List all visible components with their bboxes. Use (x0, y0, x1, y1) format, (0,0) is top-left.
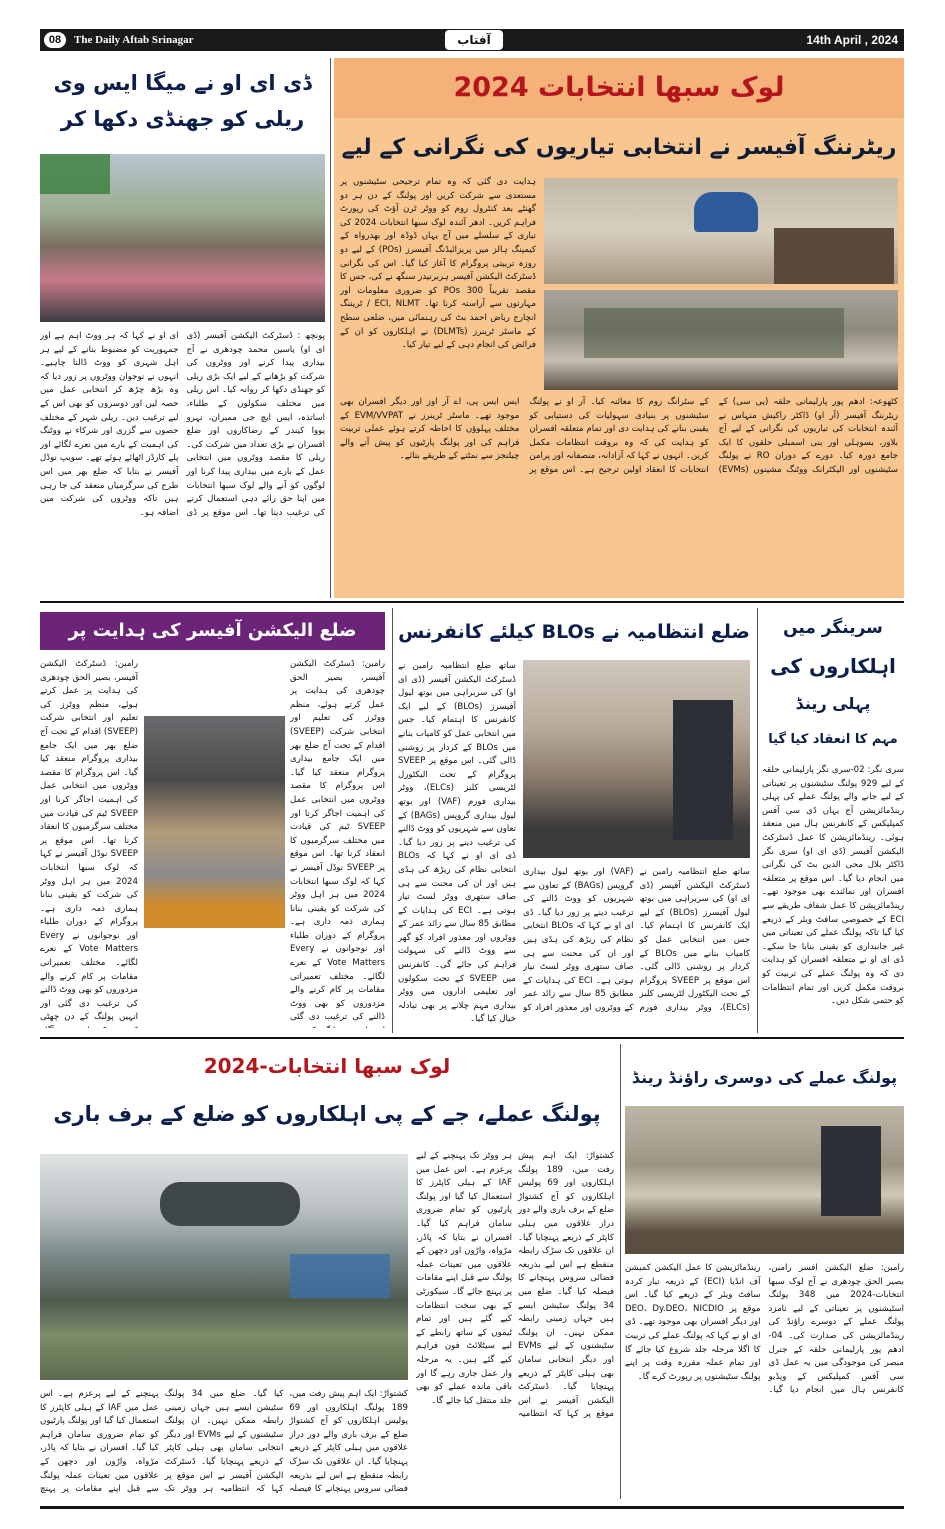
helicopter-photo (40, 1154, 408, 1380)
meeting-photo-1 (544, 178, 898, 284)
story-body-lower: کٹھوعہ: ادھم پور پارلیمانی حلقہ (پی سی) کے ریٹرننگ آفیسر (آر او) ڈاکٹر راکیش منہاس نے آئندہ انتخابات کی تیاریوں کی نگرانی کے لیے آج بلاور، بسوہلی اور بنی اسمبلی حلقوں کا ایک جامع دورہ کیا۔ دورے کے دوران RO نے پولنگ سٹیشنوں اور الیکٹرانک ووٹنگ مشینوں (EVMs) کے سٹرانگ روم کا معائنہ کیا۔ آر او نے پولنگ سٹیشنوں پر بنیادی سہولیات کی دستیابی کو یقینی بنانے کی ہدایت دی اور تمام متعلقہ افسران کو ہدایت کی کہ وہ بروقت انتظامات مکمل کریں۔ انہوں نے کہا کہ آزادانہ، منصفانہ اور پرامن انتخابات کا انعقاد اولین ترجیح ہے۔ اس موقع پر ایس ایس پی، اے آر اوز اور دیگر افسران بھی موجود تھے۔ ماسٹر ٹرینرز نے EVM/VVPAT کے مختلف پہلوؤں کا احاطہ کرتے ہوئے عملی تربیت فراہم کی اور پولنگ پارٹیوں کو پیش آنے والے چیلنجز سے نمٹنے کے طریقے بتائے۔ (340, 397, 898, 475)
story-body: پونچھ : ڈسٹرکٹ الیکشن آفیسر (ڈی ای او) یاسین محمد چودھری نے آج بیداری پیدا کرنے اور ووٹروں کی شرکت کو بڑھانے کے لیے ایک بڑی ریلی کو جھنڈی دکھا کر روانہ کیا۔ اس ریلی میں مختلف سکولوں کے طلباء، اساتذہ، ایس ایچ جی ممبران، نہرو یووا کیندر کے رضاکاروں اور ضلع افسران نے بڑی تعداد میں شرکت کی۔ ریلی کا مقصد ووٹروں میں انتخابی عمل کے بارے میں بیداری پیدا کرنا اور لوگوں کو آنے والے لوک سبھا انتخابات میں اپنا حق رائے دہی استعمال کرنے کی ترغیب دینا تھا۔ اس موقع پر ڈی ای او نے کہا کہ ہر ووٹ اہم ہے اور جمہوریت کو مضبوط بنانے کے لیے ہر اہل شہری کو ووٹ ڈالنا چاہیے۔ انہوں نے نوجوان ووٹروں پر زور دیا کہ وہ بڑھ چڑھ کر انتخابی عمل میں حصہ لیں اور دوسروں کو بھی اس کے لیے ترغیب دیں۔ ریلی شہر کے مختلف حصوں سے گزری اور شرکاء نے ووٹنگ کی اہمیت کے بارے میں نعرے لگائے اور پلے کارڈز اٹھائے ہوئے تھے۔ سویپ نوڈل آفیسر نے بتایا کہ ضلع بھر میں اس طرح کی سرگرمیاں منعقد کی جا رہی ہیں تاکہ ووٹروں کی شرکت میں اضافہ ہو۔ (40, 331, 325, 518)
paper-logo: آفتاب (445, 30, 503, 50)
headline-line-3: پہلی رینڈ (795, 694, 871, 713)
story-body-col-a: رامبن: ڈسٹرکٹ الیکشن آفیسر، بصیر الحق چودھری کی ہدایت پر عمل کرتے ہوئے، منظم ووٹرز کی تعلیم اور انتخابی شرکت (SVEEP) اقدام کے تحت آج ضلع بھر میں ایک جامع بیداری پروگرام منعقد کیا گیا۔ اس پروگرام کا مقصد ووٹروں میں انتخابی عمل کی اہمیت اجاگر کرنا اور SVEEP ٹیم کی قیادت میں مختلف سرگرمیوں کا انعقاد کرنا تھا۔ اس موقع پر SVEEP نوڈل آفیسر نے کہا کہ لوک سبھا انتخابات 2024 میں ہر اہل ووٹر کی شرکت کو یقینی بنانا ہماری ذمہ داری ہے۔ پروگرام کے دوران طلباء اور نوجوانوں نے Every Vote Matters کے نعرے لگائے۔ مختلف تعمیراتی مقامات پر کام کرنے والے مزدوروں کو بھی ووٹ ڈالنے کی ترغیب دی گئی اور انہیں پولنگ کے دن چھٹی (40, 659, 138, 1023)
story-mid-left (40, 608, 385, 1033)
rally-photo (40, 154, 325, 322)
official-figure (821, 1126, 881, 1216)
person-figure (694, 192, 758, 232)
story-body-left: کشتواڑ: ایک اہم پیش رفت میں، 189 پولنگ اہلکاروں اور 69 پولیس اہلکاروں کو آج کشتواڑ ضلع کے برف باری والے دور دراز علاقوں میں ہیلی کاپٹر کے ذریعے پہنچایا گیا۔ ان علاقوں تک سڑک رابطہ منقطع ہے اس لیے بذریعہ فضائی سروس پہنچانے کا فیصلہ کیا گیا۔ ضلع میں 34 پولنگ سٹیشن ایسے ہیں جہاں زمینی رابطہ ممکن نہیں۔ ان پولنگ سٹیشنوں کے لیے EVMs اور دیگر انتخابی سامان بھی ہیلی کاپٹر کے ذریعے پہنچایا گیا۔ ڈسٹرکٹ الیکشن آفیسر نے اس موقع پر کہا کہ انتظامیہ ہر ووٹر تک پہنچنے کے لیے پرعزم ہے۔ اس عمل میں IAF کے ہیلی کاپٹرز کا استعمال کیا گیا اور پولنگ پارٹیوں کو تمام ضروری سامان فراہم کیا گیا۔ افسران نے بتایا کہ پاڈر، مڑواہ، واڑون اور دچھن کے علاقوں میں تعینات عملہ پولنگ سے قبل اپنے مقامات پر پہنچ (40, 1389, 408, 1495)
headline: ریٹرننگ آفیسر نے انتخابی تیاریوں کی نگرانی کے لیے (341, 135, 897, 160)
masthead (40, 29, 904, 51)
kicker (334, 58, 904, 118)
horizontal-rule (40, 1037, 904, 1039)
story-body-col-b: ساتھ ضلع انتظامیہ رامبن نے ڈسٹرکٹ الیکشن آفیسر (ڈی ای او) کی سربراہی میں بوتھ لیول آفیسرز (BLOs) کے لیے ایک کانفرنس کا اہتمام کیا۔ جس میں انتخابی عمل کو کامیاب بنانے میں BLOs کے کردار پر روشنی ڈالی گئی۔ اس موقع پر SVEEP پروگرام کے تحت الیکٹورل لٹریسی کلبز (ELCs)، ووٹر بیداری فورم (VAF) اور بوتھ لیول بیداری گروپس (BAGs) کے تعاون سے شہریوں کو ووٹ ڈالنے کی ترغیب دینے پر زور دیا گیا۔ ڈی ای او نے کہا کہ BLOs انتخابی نظام کی ریڑھ کی ہڈی ہیں اور ان کی محنت سے ہی صاف ستھری ووٹر لسٹ تیار ہوتی ہے۔ ECI کی ہدایات کے مطابق 85 سال سے زائد عمر کے ووٹروں اور معذور افراد کو (523, 867, 750, 1013)
officers-group-image (584, 308, 844, 358)
column-divider (620, 1044, 621, 1499)
banner-image (290, 1254, 390, 1298)
story-top-right (334, 58, 904, 598)
kicker: لوک سبھا انتخابات-2024 (203, 1054, 451, 1078)
horizontal-rule (40, 601, 904, 603)
headline: ڈی ای او نے میگا ایس وی (53, 71, 312, 95)
kicker-text: لوک سبھا انتخابات 2024 (453, 72, 785, 103)
headline: پولنگ عملے کی دوسری راؤنڈ رینڈ (631, 1068, 898, 1087)
headline-banner (40, 612, 385, 650)
headline-line-2: ریلی کو جھنڈی دکھا کر (60, 107, 305, 131)
story-mid-right (762, 608, 904, 1033)
story-body: سری نگر: 02-سری نگر پارلیمانی حلقہ کے لیے 929 پولنگ سٹیشنوں پر تعیناتی کے لیے جانے والے پولنگ عملے کی پہلی رینڈمائزیشن آج یہاں ڈی سی آفس کمپلیکس کے کانفرنس ہال میں منعقد ہوئی۔ رینڈمائزیشن کا عمل ڈسٹرکٹ الیکشن آفیسر (ڈی ای او) سری نگر ڈاکٹر بلال محی الدین بٹ کی نگرانی میں انجام دیا گیا۔ اس موقع پر متعلقہ افسران اور نمائندے بھی موجود تھے۔ رینڈمائزیشن کا عمل شفاف طریقے سے ECI کے خصوصی سافٹ ویئر کے ذریعے کیا گیا تاکہ پولنگ عملے کی تعیناتی میں غیر جانبداری کو یقینی بنایا جا سکے۔ ڈی ای او نے متعلقہ افسران کو ہدایت دی کہ وہ پولنگ عملے کی تربیت کو بروقت مکمل کریں اور تمام انتظامات کو حتمی شکل دیں۔ (762, 765, 904, 1007)
page-number: 08 (44, 32, 66, 48)
flag-image (40, 154, 110, 194)
randomization-photo (625, 1106, 904, 1254)
column-divider (757, 608, 758, 1033)
story-mid-center (398, 608, 750, 1033)
helicopter-image (160, 1182, 300, 1226)
meeting-photo-2 (544, 290, 898, 390)
story-body-upper: ہدایت دی گئی کہ وہ تمام ترجیحی سٹیشنوں پر مستعدی سے شرکت کریں اور پولنگ کے دن ہر دو گھنٹے بعد کنٹرول روم کو ووٹر ٹرن آؤٹ کی رپورٹ فراہم کریں۔ ادھر آئندہ لوک سبھا انتخابات 2024 کی تیاری کے سلسلے میں آج یہاں ڈوڈہ اور بھدرواہ کے کیمپنگ ہالز میں پریزائیڈنگ آفیسرز (POs) کے لیے دو روزہ تربیتی پروگرام کا آغاز کیا گیا۔ اس کی نگرانی ڈسٹرکٹ الیکشن آفیسر ہربرنیدر سنگھ نے کی، جس کا مقصد تقریباً 300 POs کو ضروری معلومات اور مہارتوں سے آراستہ کرنا تھا۔ ECI, NLMT / ٹریننگ انچارج ریاض احمد بٹ کی رہنمائی میں، ضلعی سطح کے ماسٹر ٹرینرز (DLMTs) نے اہلکاروں کو ان کے فرائض کی انجام دہی کے لیے تیار کیا۔ (340, 177, 536, 351)
headline: ضلع انتظامیہ نے BLOs کیلئے کانفرنس (398, 621, 750, 643)
headline: پولنگ عملے، جے کے پی اہلکاروں کو ضلع کے برف باری (53, 1102, 601, 1126)
footer-rule (40, 1506, 904, 1509)
workers-photo (144, 716, 285, 928)
story-bottom-right (625, 1044, 904, 1499)
table-image (774, 228, 894, 284)
column-divider (392, 608, 393, 1033)
lamp-lighting-photo (523, 660, 750, 858)
story-bottom-left (40, 1044, 614, 1499)
headline-line-2: اہلکاروں کی (770, 654, 896, 678)
paper-name: The Daily Aftab Srinagar (74, 34, 194, 46)
headline-line-4: مہم کا انعقاد کیا گیا (768, 732, 898, 747)
story-top-left (40, 58, 325, 598)
story-body: رامبن: ضلع الیکشن افسر رامبن، بصیر الحق چودھری نے آج لوک سبھا انتخابات-2024 میں 348 پولنگ اسٹیشنوں پر تعیناتی کے لیے نامزد پولنگ عملے کے دوسرے راؤنڈ کی رینڈمائزیشن کی صدارت کی۔ 04-ادھم پور پارلیمانی حلقہ کے جنرل مبصر کی موجودگی میں یہ عمل ڈی سی آفس کمپلیکس کے ویڈیو کانفرنس ہال میں انجام دیا گیا۔ رینڈمائزیشن کا عمل الیکشن کمیشن آف انڈیا (ECI) کے ذریعہ تیار کردہ سافٹ ویئر کے ذریعے کیا گیا۔ اس موقع پر DEO، Dy.DEO، NICDIO اور دیگر افسران بھی موجود تھے۔ ڈی ای او نے کہا کہ پولنگ عملے کی تربیت کا اگلا مرحلہ جلد شروع کیا جائے گا اور تمام عملہ مقررہ وقت پر اپنے پولنگ سٹیشنوں پر رپورٹ کرے گا۔ (625, 1263, 904, 1396)
headline: سرینگر میں (783, 618, 883, 638)
story-body-right: کشتواڑ: ایک اہم پیش رفت میں، 189 پولنگ اہلکاروں اور 69 پولیس اہلکاروں کو آج کشتواڑ ضلع کے برف باری والے دور دراز علاقوں میں ہیلی کاپٹر کے ذریعے پہنچایا گیا۔ ان علاقوں تک سڑک رابطہ منقطع ہے اس لیے بذریعہ فضائی سروس پہنچانے کا فیصلہ کیا گیا۔ ضلع میں 34 پولنگ سٹیشن ایسے ہیں جہاں زمینی رابطہ ممکن نہیں۔ ان پولنگ سٹیشنوں کے لیے EVMs اور دیگر انتخابی سامان بھی ہیلی کاپٹر کے ذریعے پہنچایا گیا۔ ڈسٹرکٹ الیکشن آفیسر نے اس موقع پر کہا کہ انتظامیہ ہر ووٹر تک پہنچنے کے لیے پرعزم ہے۔ اس عمل میں IAF کے ہیلی کاپٹرز کا استعمال کیا گیا اور پولنگ پارٹیوں کو تمام ضروری سامان فراہم کیا گیا۔ افسران نے بتایا کہ پاڈر، مڑواہ، واڑون اور دچھن کے علاقوں میں تعینات عملہ پولنگ سے قبل اپنے مقامات پر پہنچ جائے گا۔ سیکورٹی کے بھی سخت انتظامات کیے گئے ہیں اور تمام ٹیموں کے ساتھ رابطے کے لیے سیٹلائٹ فون فراہم کیے گئے ہیں۔ یہ مرحلہ وار عمل جاری رہے گا اور باقی ماندہ عملے کو بھی جلد منتقل کیا جائے گا۔ (416, 1151, 614, 1420)
story-body-col-b: رامبن: ڈسٹرکٹ الیکشن آفیسر، بصیر الحق چودھری کی ہدایت پر عمل کرتے ہوئے، منظم ووٹرز کی تعلیم اور انتخابی شرکت (SVEEP) اقدام کے تحت آج ضلع بھر میں ایک جامع بیداری پروگرام منعقد کیا گیا۔ اس پروگرام کا مقصد ووٹروں میں انتخابی عمل کی اہمیت اجاگر کرنا اور SVEEP ٹیم کی قیادت میں مختلف سرگرمیوں کا انعقاد کرنا تھا۔ اس موقع پر SVEEP نوڈل آفیسر نے کہا کہ لوک سبھا انتخابات 2024 میں ہر اہل ووٹر کی شرکت کو یقینی بنانا ہماری ذمہ داری ہے۔ پروگرام کے دوران طلباء اور نوجوانوں نے Every Vote Matters کے نعرے لگائے۔ مختلف تعمیراتی مقامات پر کام کرنے والے مزدوروں کو بھی ووٹ ڈالنے کی ترغیب دی گئی (290, 659, 385, 1023)
column-divider (330, 58, 331, 598)
story-body-col-a: ساتھ ضلع انتظامیہ رامبن نے ڈسٹرکٹ الیکشن آفیسر (ڈی ای او) کی سربراہی میں بوتھ لیول آفیسرز (BLOs) کے لیے ایک کانفرنس کا اہتمام کیا۔ جس میں انتخابی عمل کو کامیاب بنانے میں BLOs کے کردار پر روشنی ڈالی گئی۔ اس موقع پر SVEEP پروگرام کے تحت الیکٹورل لٹریسی کلبز (ELCs)، ووٹر بیداری فورم (VAF) اور بوتھ لیول بیداری گروپس (BAGs) کے تعاون سے شہریوں کو ووٹ ڈالنے کی ترغیب دینے پر زور دیا گیا۔ ڈی ای او نے کہا کہ BLOs انتخابی نظام کی ریڑھ کی ہڈی ہیں اور ان کی محنت سے ہی صاف ستھری ووٹر لسٹ تیار ہوتی ہے۔ ECI کی ہدایات کے مطابق 85 سال سے زائد عمر کے ووٹروں اور معذور افراد کو گھر سے ووٹ ڈالنے کی سہولت فراہم کی جائے گی۔ کانفرنس میں SVEEP کے تحت سکولوں اور تعلیمی اداروں میں ووٹر بیداری مہم چلانے پر بھی تبادلہ خیال کیا گیا۔ (398, 661, 516, 1025)
issue-date: 14th April , 2024 (806, 33, 898, 47)
official-figure (673, 700, 733, 840)
headline: ضلع الیکشن آفیسر کی ہدایت پر (68, 620, 357, 641)
